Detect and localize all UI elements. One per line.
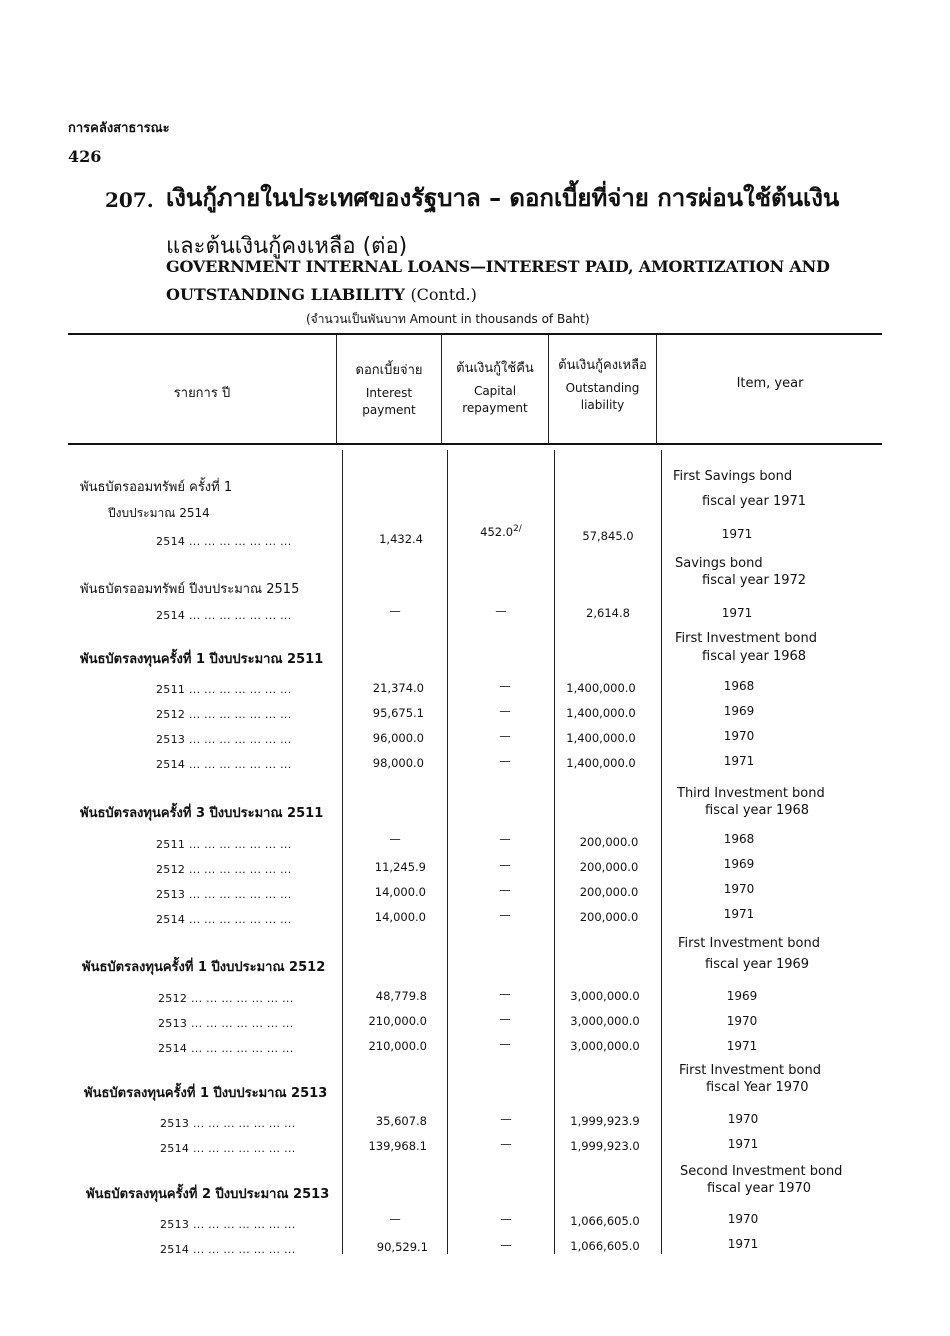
group-label-thai: พันธบัตรลงทุนครั้งที่ 1 ปีงบประมาณ 2511 [80, 652, 324, 667]
cell-en-year: 1971 [721, 527, 753, 541]
row-year: 2514 ... ... ... ... ... ... ... [156, 535, 292, 548]
unit-note: (จำนวนเป็นพันบาท Amount in thousands of Baht) [306, 312, 590, 326]
header-capital-en-1: Capital [473, 384, 517, 398]
title-thai-line-2: และต้นเงินกู้คงเหลือ (ต่อ) [166, 234, 408, 259]
row-year: 2511 ... ... ... ... ... ... ... [156, 838, 292, 851]
table-top-rule [68, 333, 882, 335]
col-divider-4-body [661, 450, 662, 1254]
page-number: 426 [68, 147, 102, 166]
title-english-line-1: GOVERNMENT INTERNAL LOANS—INTEREST PAID, AMORTIZATION AND [166, 257, 830, 276]
cell-outstanding: 2,614.8 [586, 606, 630, 620]
cell-en-year: 1968 [723, 679, 755, 693]
cell-capital-value: 452.0 [480, 524, 514, 539]
cell-interest: 11,245.9 [374, 860, 426, 874]
title-contd: (Contd.) [410, 285, 477, 304]
group-label-english-1: First Investment bond [679, 1063, 821, 1078]
cell-en-year: 1969 [726, 989, 758, 1003]
group-label-english-2: fiscal year 1968 [702, 649, 807, 664]
group-sublabel-thai: ปีงบประมาณ 2514 [108, 506, 210, 520]
header-interest-en-2: payment [362, 403, 416, 417]
cell-interest: 98,000.0 [372, 756, 424, 770]
header-item-thai [70, 385, 334, 402]
cell-capital: — [499, 679, 511, 693]
cell-capital: — [499, 858, 511, 872]
cell-interest: 14,000.0 [374, 910, 426, 924]
group-label-english-1: First Investment bond [678, 936, 820, 951]
group-label-thai: พันธบัตรออมทรัพย์ ปีงบประมาณ 2515 [80, 582, 300, 597]
cell-interest: — [389, 1212, 401, 1226]
cell-en-year: 1970 [727, 1212, 759, 1226]
header-outstanding-en-2: liability [580, 398, 625, 412]
cell-interest: 14,000.0 [374, 885, 426, 899]
cell-outstanding: 1,999,923.9 [570, 1114, 640, 1128]
cell-en-year: 1970 [727, 1112, 759, 1126]
footnote-marker: 2/ [513, 524, 522, 534]
row-year: 2512 ... ... ... ... ... ... ... [156, 863, 292, 876]
row-year: 2514 ... ... ... ... ... ... ... [156, 758, 292, 771]
cell-outstanding: 200,000.0 [579, 835, 639, 849]
row-year: 2512 ... ... ... ... ... ... ... [158, 992, 294, 1005]
cell-capital: — [500, 1137, 512, 1151]
group-label-english-2: fiscal Year 1970 [706, 1080, 809, 1095]
group-label-english-1: First Investment bond [675, 631, 817, 646]
cell-interest: 21,374.0 [372, 681, 424, 695]
cell-outstanding: 1,400,000.0 [566, 681, 636, 695]
cell-outstanding: 1,400,000.0 [566, 731, 636, 745]
group-label-english-1: Third Investment bond [677, 786, 825, 801]
group-label-english-1: Second Investment bond [680, 1164, 843, 1179]
cell-en-year: 1971 [727, 1137, 759, 1151]
title-thai-line-1: เงินกู้ภายในประเทศของรัฐบาล – ดอกเบี้ยที่จ่าย การผ่อนใช้ต้นเงิน [166, 184, 840, 212]
row-year: 2513 ... ... ... ... ... ... ... [156, 888, 292, 901]
cell-outstanding: 1,400,000.0 [566, 706, 636, 720]
cell-en-year: 1969 [723, 857, 755, 871]
group-label-english-2: fiscal year 1971 [702, 494, 807, 509]
header-interest-thai: ดอกเบี้ยจ่าย [355, 363, 423, 378]
cell-outstanding: 1,066,605.0 [570, 1239, 640, 1253]
cell-en-year: 1971 [726, 1039, 758, 1053]
cell-interest: 90,529.1 [376, 1240, 428, 1254]
col-divider-2-body [447, 450, 448, 1254]
cell-interest: 35,607.8 [375, 1114, 427, 1128]
row-year: 2511 ... ... ... ... ... ... ... [156, 683, 292, 696]
cell-en-year: 1971 [721, 606, 753, 620]
cell-outstanding: 3,000,000.0 [570, 1014, 640, 1028]
header-outstanding-thai: ต้นเงินกู้คงเหลือ [558, 358, 647, 373]
group-label-thai: พันธบัตรออมทรัพย์ ครั้งที่ 1 [80, 480, 233, 495]
cell-en-year: 1971 [723, 754, 755, 768]
group-label-english-2: fiscal year 1968 [705, 803, 810, 818]
row-year: 2513 ... ... ... ... ... ... ... [156, 733, 292, 746]
cell-capital: — [500, 1238, 512, 1252]
cell-outstanding: 3,000,000.0 [570, 1039, 640, 1053]
cell-capital: — [499, 729, 511, 743]
cell-en-year: 1969 [723, 704, 755, 718]
cell-outstanding: 3,000,000.0 [570, 989, 640, 1003]
cell-interest: 210,000.0 [368, 1014, 427, 1028]
header-item-english [660, 375, 880, 392]
title-english-main: OUTSTANDING LIABILITY [166, 285, 405, 304]
row-year: 2513 ... ... ... ... ... ... ... [158, 1017, 294, 1030]
cell-outstanding: 200,000.0 [579, 885, 639, 899]
group-label-thai: พันธบัตรลงทุนครั้งที่ 2 ปีงบประมาณ 2513 [86, 1187, 330, 1202]
cell-interest: 1,432.4 [379, 532, 423, 546]
cell-outstanding: 57,845.0 [582, 529, 634, 543]
cell-interest: 95,675.1 [372, 706, 424, 720]
cell-interest: 96,000.0 [372, 731, 424, 745]
group-label-english-1: Savings bond [675, 556, 763, 571]
header-capital [442, 360, 548, 417]
cell-outstanding: 1,066,605.0 [570, 1214, 640, 1228]
row-year: 2514 ... ... ... ... ... ... ... [160, 1142, 296, 1155]
header-item-english-text: Item, year [736, 376, 804, 391]
header-capital-thai: ต้นเงินกู้ใช้คืน [456, 361, 534, 376]
cell-capital: — [500, 1112, 512, 1126]
cell-capital: — [499, 704, 511, 718]
cell-outstanding: 1,999,923.0 [570, 1139, 640, 1153]
title-english-line-2 [166, 285, 477, 304]
section-label: การคลังสาธารณะ [68, 121, 170, 136]
cell-interest: — [389, 832, 401, 846]
cell-en-year: 1971 [723, 907, 755, 921]
group-label-english-1: First Savings bond [673, 469, 793, 484]
cell-interest: — [389, 604, 401, 618]
col-divider-4 [656, 335, 657, 443]
header-interest [337, 362, 441, 419]
row-year: 2514 ... ... ... ... ... ... ... [156, 913, 292, 926]
cell-capital: — [500, 1212, 512, 1226]
row-year: 2513 ... ... ... ... ... ... ... [160, 1218, 296, 1231]
header-capital-en-2: repayment [462, 401, 528, 415]
cell-interest: 139,968.1 [368, 1139, 427, 1153]
cell-en-year: 1970 [726, 1014, 758, 1028]
cell-en-year: 1971 [727, 1237, 759, 1251]
cell-capital [448, 524, 554, 539]
group-label-thai: พันธบัตรลงทุนครั้งที่ 3 ปีงบประมาณ 2511 [80, 806, 324, 821]
row-year: 2514 ... ... ... ... ... ... ... [158, 1042, 294, 1055]
group-label-thai: พันธบัตรลงทุนครั้งที่ 1 ปีงบประมาณ 2512 [82, 960, 326, 975]
group-label-english-2: fiscal year 1969 [705, 957, 810, 972]
header-interest-en-1: Interest [365, 386, 413, 400]
group-label-english-2: fiscal year 1972 [702, 573, 807, 588]
cell-outstanding: 1,400,000.0 [566, 756, 636, 770]
cell-capital: — [499, 883, 511, 897]
header-item-thai-text: รายการ ปี [173, 386, 231, 401]
col-divider-3-body [554, 450, 555, 1254]
cell-capital: — [499, 1012, 511, 1026]
row-year: 2513 ... ... ... ... ... ... ... [160, 1117, 296, 1130]
group-label-english-2: fiscal year 1970 [707, 1181, 812, 1196]
cell-en-year: 1970 [723, 882, 755, 896]
row-year: 2514 ... ... ... ... ... ... ... [160, 1243, 296, 1256]
table-number: 207. [105, 188, 154, 212]
row-year: 2512 ... ... ... ... ... ... ... [156, 708, 292, 721]
cell-en-year: 1968 [723, 832, 755, 846]
cell-interest: 210,000.0 [368, 1039, 427, 1053]
cell-capital: — [499, 832, 511, 846]
cell-capital: — [499, 1037, 511, 1051]
col-divider-1-body [342, 450, 343, 1254]
header-outstanding-en-1: Outstanding [565, 381, 640, 395]
cell-capital: — [495, 604, 507, 618]
cell-capital: — [499, 908, 511, 922]
header-outstanding [549, 357, 656, 414]
cell-outstanding: 200,000.0 [579, 860, 639, 874]
cell-capital: — [499, 754, 511, 768]
row-year: 2514 ... ... ... ... ... ... ... [156, 609, 292, 622]
group-label-thai: พันธบัตรลงทุนครั้งที่ 1 ปีงบประมาณ 2513 [84, 1086, 328, 1101]
cell-capital: — [499, 987, 511, 1001]
table-header-rule [68, 443, 882, 445]
cell-interest: 48,779.8 [375, 989, 427, 1003]
cell-en-year: 1970 [723, 729, 755, 743]
cell-outstanding: 200,000.0 [579, 910, 639, 924]
